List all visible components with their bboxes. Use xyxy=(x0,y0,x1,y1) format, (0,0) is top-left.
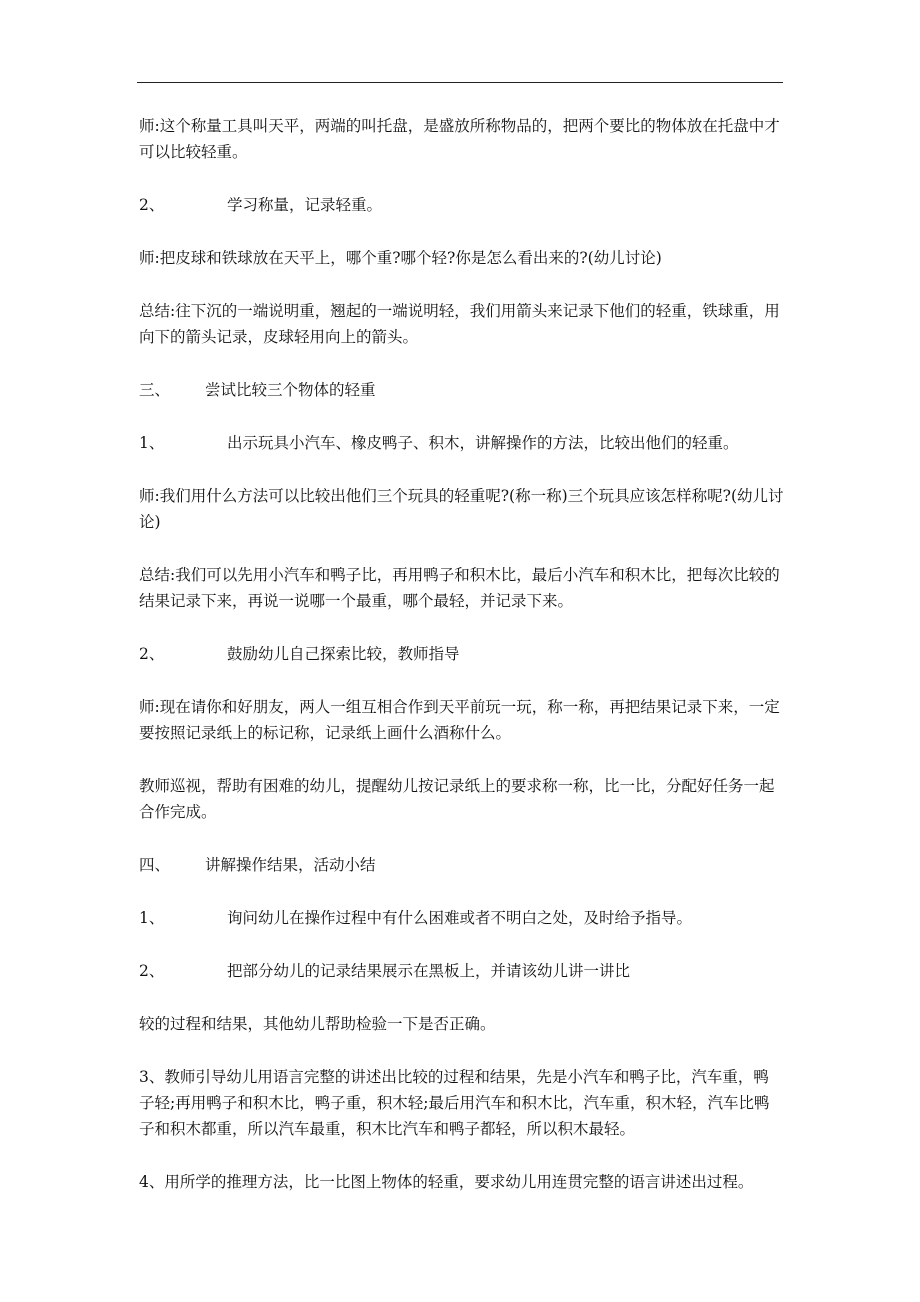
paragraph-15: 较的过程和结果，其他幼儿帮助检验一下是否正确。 xyxy=(139,1015,496,1033)
header-rule xyxy=(137,82,783,83)
list-text: 学习称量，记录轻重。 xyxy=(227,196,383,214)
list-number: 1、 xyxy=(139,434,165,452)
document-body xyxy=(139,113,784,1222)
list-text: 把部分幼儿的记录结果展示在黑板上，并请该幼儿讲一讲比 xyxy=(227,962,631,980)
paragraph-8: 总结:我们可以先用小汽车和鸭子比，再用鸭子和积木比，最后小汽车和积木比，把每次比较的结果记录下来，再说一说哪一个最重，哪个最轻，并记录下来。 xyxy=(139,566,780,610)
section-number: 四、 xyxy=(139,856,171,874)
list-text: 鼓励幼儿自己探索比较，教师指导 xyxy=(227,645,460,663)
paragraph-11: 教师巡视，帮助有困难的幼儿，提醒幼儿按记录纸上的要求称一称，比一比，分配好任务一起合作完成。 xyxy=(139,777,775,821)
paragraph-4: 总结:往下沉的一端说明重，翘起的一端说明轻，我们用箭头来记录下他们的轻重，铁球重，用向下的箭头记录，皮球轻用向上的箭头。 xyxy=(139,302,780,346)
section-title: 尝试比较三个物体的轻重 xyxy=(205,381,376,399)
list-text: 询问幼儿在操作过程中有什么困难或者不明白之处，及时给予指导。 xyxy=(227,909,693,927)
paragraph-6 xyxy=(139,430,784,456)
section-title: 讲解操作结果，活动小结 xyxy=(205,856,376,874)
paragraph-13 xyxy=(139,905,784,931)
list-text: 出示玩具小汽车、橡皮鸭子、积木，讲解操作的方法，比较出他们的轻重。 xyxy=(227,434,739,452)
paragraph-7: 师:我们用什么方法可以比较出他们三个玩具的轻重呢?(称一称)三个玩具应该怎样称呢?(幼儿讨论) xyxy=(139,487,784,531)
paragraph-1: 师:这个称量工具叫天平，两端的叫托盘，是盛放所称物品的，把两个要比的物体放在托盘中才可以比较轻重。 xyxy=(139,117,780,161)
paragraph-16: 3、教师引导幼儿用语言完整的讲述出比较的过程和结果，先是小汽车和鸭子比，汽车重，鸭子轻;再用鸭子和积木比，鸭子重，积木轻;最后用汽车和积木比，汽车重，积木轻，汽车比鸭子和积木都重，所以汽车最重，积木比汽车和鸭子都轻，所以积木最轻。 xyxy=(139,1068,770,1138)
list-number: 2、 xyxy=(139,962,165,980)
section-heading-3 xyxy=(139,377,784,403)
paragraph-10: 师:现在请你和好朋友，两人一组互相合作到天平前玩一玩，称一称，再把结果记录下来，一定要按照记录纸上的标记称，记录纸上画什么酒称什么。 xyxy=(139,698,780,742)
paragraph-14 xyxy=(139,958,784,984)
section-number: 三、 xyxy=(139,381,171,399)
paragraph-9 xyxy=(139,641,784,667)
section-heading-4 xyxy=(139,852,784,878)
list-number: 1、 xyxy=(139,909,165,927)
list-number: 2、 xyxy=(139,645,165,663)
paragraph-17: 4、用所学的推理方法，比一比图上物体的轻重，要求幼儿用连贯完整的语言讲述出过程。 xyxy=(139,1173,754,1191)
paragraph-3: 师:把皮球和铁球放在天平上，哪个重?哪个轻?你是怎么看出来的?(幼儿讨论) xyxy=(139,249,662,267)
paragraph-2 xyxy=(139,192,784,218)
list-number: 2、 xyxy=(139,196,165,214)
